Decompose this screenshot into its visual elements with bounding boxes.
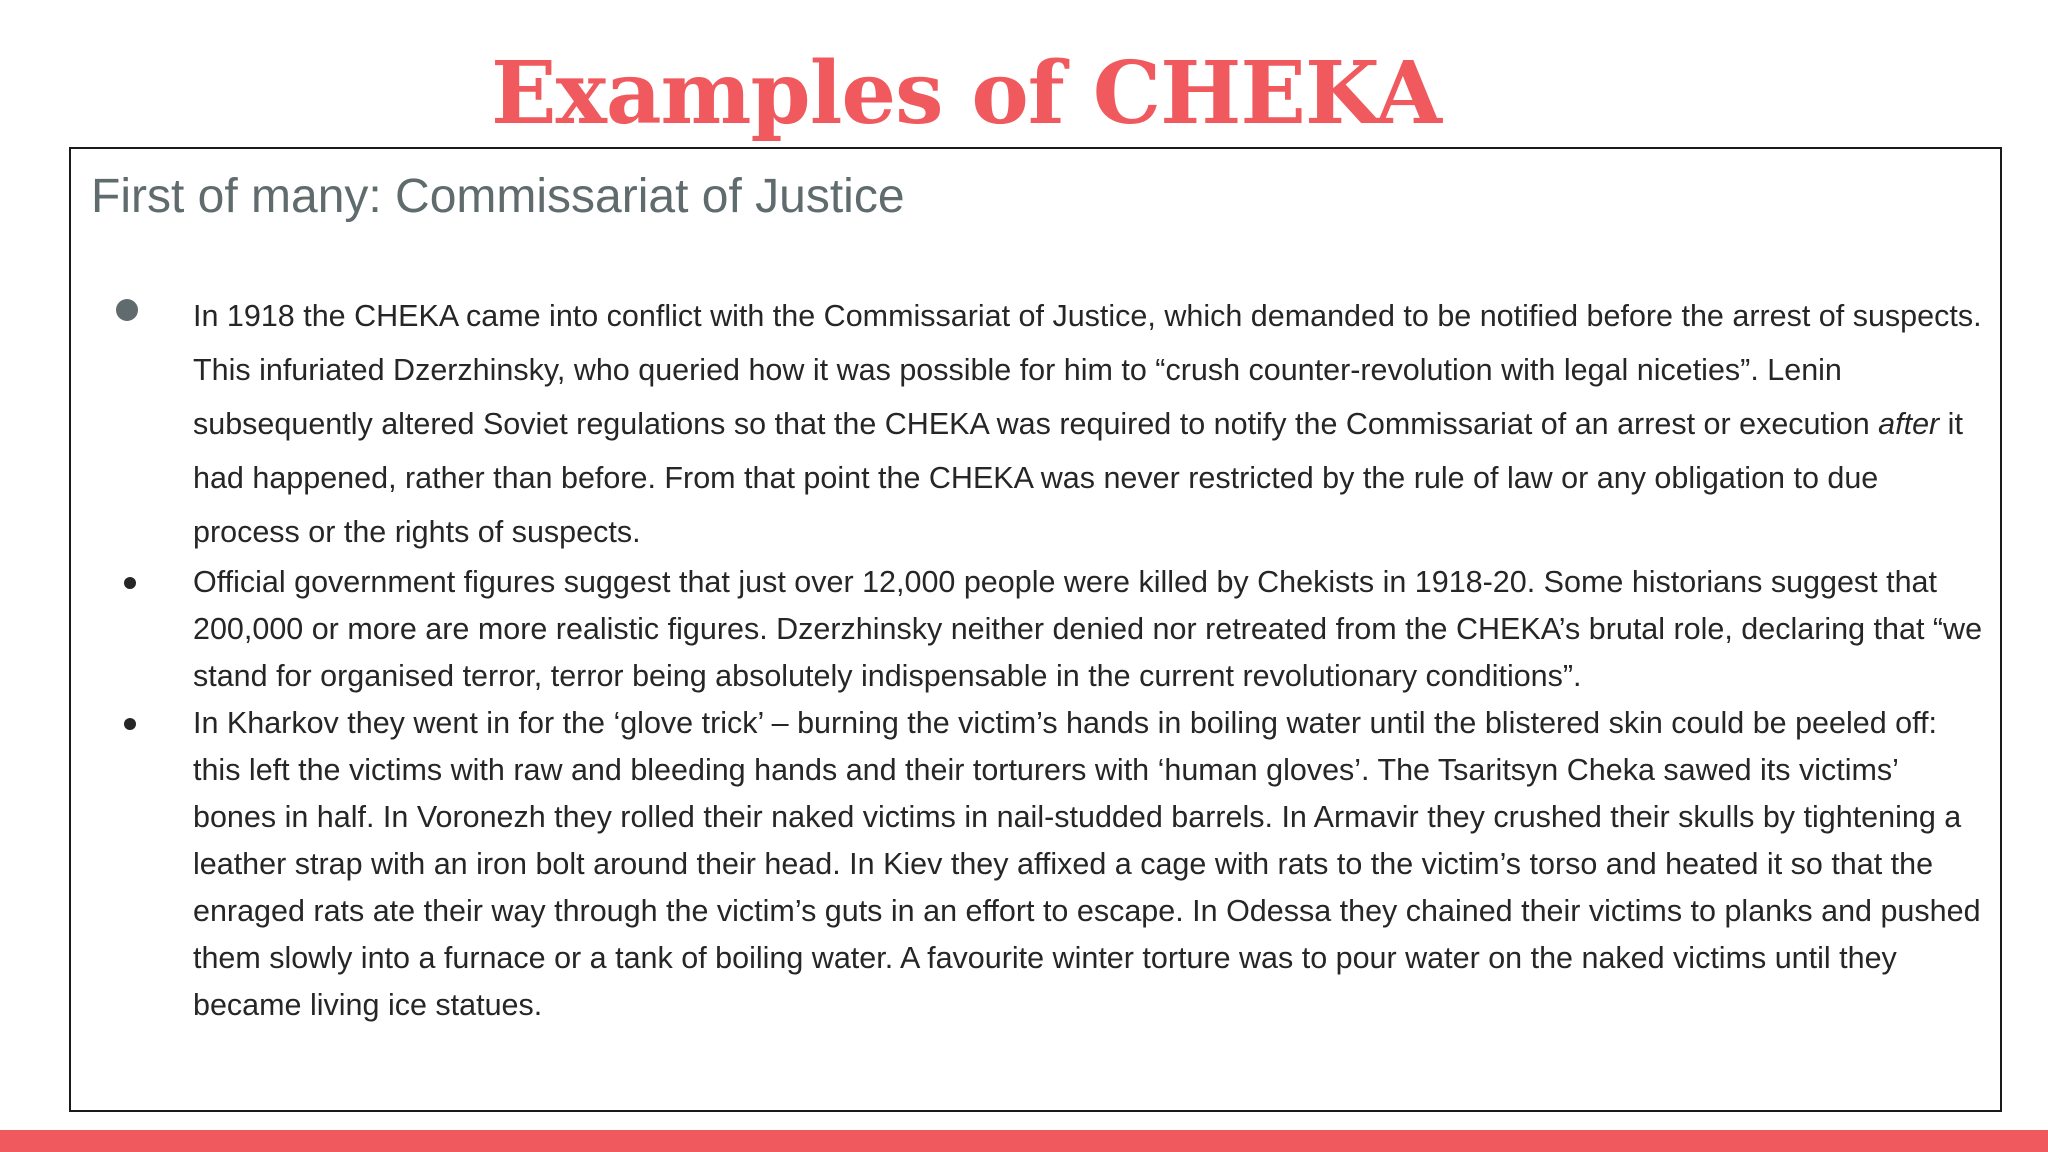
slide-title: Examples of CHEKA	[491, 43, 1441, 144]
bullet-dot-icon	[116, 299, 138, 321]
content-box	[69, 147, 2002, 1112]
bullet-text-part: In 1918 the CHEKA came into conflict with the Commissariat of Justice, which demanded to be notified before the arrest of suspects. This infuriated Dzerzhinsky, who queried how it was possible for him to “crush counter-revolution with legal niceties”. Lenin subsequently altered Soviet regulations so that the CHEKA was required to notify the Commissariat of an arrest or execution	[193, 299, 1982, 441]
bottom-accent-bar	[0, 1130, 2048, 1152]
bullet-text	[193, 299, 1982, 549]
bullet-item	[71, 700, 2004, 1029]
bullet-text-part: it had happened, rather than before. From that point the CHEKA was never restricted by the rule of law or any obligation to due process or the rights of suspects.	[193, 407, 1963, 549]
bullet-item	[71, 559, 2004, 700]
slide-subtitle: First of many: Commissariat of Justice	[91, 170, 905, 223]
bullet-dot-icon	[124, 577, 136, 589]
bullet-dot-icon	[124, 718, 136, 730]
bullet-list	[71, 289, 2004, 1029]
bullet-text: In Kharkov they went in for the ‘glove trick’ – burning the victim’s hands in boiling water until the blistered skin could be peeled off: this left the victims with raw and bleeding hands and their torturers with ‘human gloves’. The Tsaritsyn Cheka sawed its victims’ bones in half. In Voronezh they rolled their naked victims in nail-studded barrels. In Armavir they crushed their skulls by tightening a leather strap with an iron bolt around their head. In Kiev they affixed a cage with rats to the victim’s torso and heated it so that the enraged rats ate their way through the victim’s guts in an effort to escape. In Odessa they chained their victims to planks and pushed them slowly into a furnace or a tank of boiling water. A favourite winter torture was to pour water on the naked victims until they became living ice statues.	[193, 706, 1981, 1022]
bullet-item	[71, 289, 2004, 559]
bullet-text: Official government figures suggest that just over 12,000 people were killed by Chekists in 1918-20. Some historians suggest that 200,000 or more are more realistic figures. Dzerzhinsky neither denied nor retreated from the CHEKA’s brutal role, declaring that “we stand for organised terror, terror being absolutely indispensable in the current revolutionary conditions”.	[193, 565, 1983, 693]
bullet-text-emphasis: after	[1878, 407, 1940, 441]
